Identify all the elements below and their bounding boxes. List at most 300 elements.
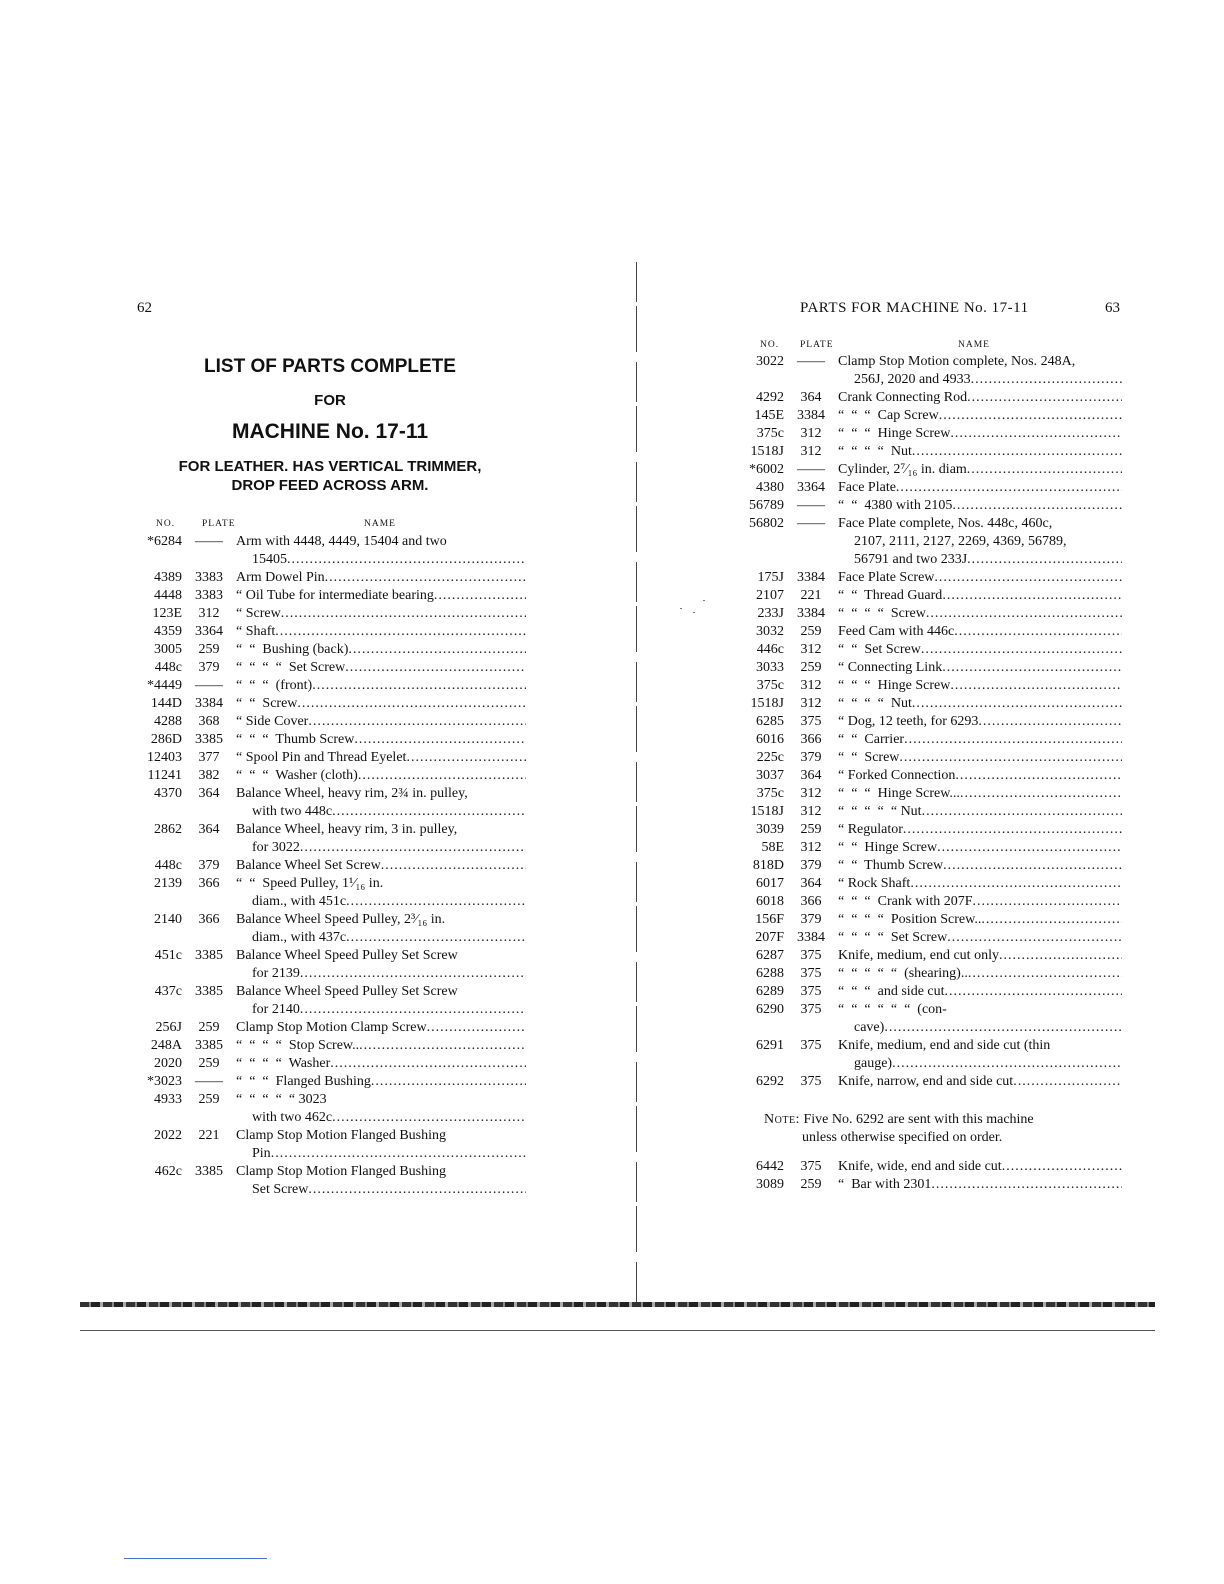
left-page-number: 62 — [137, 300, 152, 316]
note-label: Note: — [764, 1112, 800, 1127]
plate-number: 3384 — [797, 606, 825, 621]
part-number: *4449 — [147, 678, 182, 693]
part-name-line: Balance Wheel, heavy rim, 3 in. pulley, — [236, 822, 458, 837]
part-row — [720, 605, 1122, 623]
part-name-line: “ Oil Tube for intermediate bearing — [236, 588, 434, 603]
left-parts-list — [118, 533, 526, 1199]
dot-leader — [346, 929, 526, 947]
plate-number: 3364 — [195, 624, 223, 639]
part-number: 446c — [756, 642, 784, 657]
part-number: 818D — [752, 858, 784, 873]
left-col-header-name: NAME — [364, 519, 396, 529]
plate-number: 259 — [198, 1020, 220, 1035]
right-col-header-name: NAME — [958, 340, 990, 350]
part-number: 4292 — [756, 390, 784, 405]
part-number: *6002 — [749, 462, 784, 477]
part-number: 451c — [154, 948, 182, 963]
part-name — [838, 695, 1122, 713]
dot-leader — [325, 569, 526, 587]
note-text-1: Five No. 6292 are sent with this machine — [799, 1112, 1034, 1127]
plate-number: 312 — [800, 426, 822, 441]
part-name — [838, 1073, 1122, 1091]
part-row — [720, 839, 1122, 857]
dot-leader — [406, 749, 526, 767]
subtitle-line-2: DROP FEED ACROSS ARM. — [231, 477, 429, 494]
part-row — [720, 641, 1122, 659]
part-name-line: “ Forked Connection — [838, 768, 956, 783]
dot-leader — [312, 677, 526, 695]
part-number: 437c — [154, 984, 182, 999]
part-name-line: Arm with 4448, 4449, 15404 and two — [236, 534, 447, 549]
part-number: 4448 — [154, 588, 182, 603]
part-name-line: “ “ Speed Pulley, 1¹⁄₁₆ in. — [236, 876, 384, 891]
plate-number: 312 — [198, 606, 220, 621]
part-row — [720, 749, 1122, 767]
plate-number: 366 — [198, 876, 220, 891]
part-name-line: “ “ Thumb Screw — [838, 858, 944, 873]
part-name-line: “ “ “ Washer (cloth) — [236, 768, 358, 783]
part-name — [838, 461, 1122, 479]
part-row — [720, 353, 1122, 389]
dot-leader — [999, 947, 1122, 965]
part-name — [838, 497, 1122, 515]
part-name-line: for 2139 — [252, 966, 300, 981]
part-name-line: “ “ “ Thumb Screw — [236, 732, 355, 747]
plate-number: 366 — [800, 894, 822, 909]
plate-number: 221 — [800, 588, 822, 603]
part-name-line: “ Shaft — [236, 624, 276, 639]
part-number: 2139 — [154, 876, 182, 891]
dot-leader — [903, 821, 1122, 839]
plate-number: —— — [797, 516, 825, 531]
part-row — [118, 785, 526, 821]
dot-leader — [308, 1181, 526, 1199]
part-name — [236, 713, 526, 731]
part-number: 2022 — [154, 1128, 182, 1143]
part-name-line: 256J, 2020 and 4933 — [854, 372, 971, 387]
part-name — [838, 677, 1122, 695]
dot-leader — [967, 389, 1122, 407]
part-row — [720, 569, 1122, 587]
dot-leader — [968, 965, 1122, 983]
right-page-number: 63 — [1105, 300, 1120, 316]
dot-leader — [358, 767, 526, 785]
part-name-line: “ “ Hinge Screw — [838, 840, 938, 855]
part-name-line: Balance Wheel Speed Pulley, 2³⁄₁₆ in. — [236, 912, 446, 927]
part-name — [838, 911, 1122, 929]
part-number: 6288 — [756, 966, 784, 981]
part-name-line: cave) — [854, 1020, 885, 1035]
left-col-header-no: NO. — [156, 519, 176, 529]
part-row — [720, 677, 1122, 695]
part-number: 286D — [150, 732, 182, 747]
dot-leader — [922, 803, 1122, 821]
dot-leader — [300, 965, 526, 983]
part-name-line: Set Screw — [252, 1182, 309, 1197]
part-row — [118, 875, 526, 911]
dot-leader — [931, 1176, 1122, 1194]
part-number: 248A — [150, 1038, 182, 1053]
part-row — [720, 1001, 1122, 1037]
part-row — [720, 1037, 1122, 1073]
dot-leader — [287, 551, 526, 569]
part-row — [720, 965, 1122, 983]
part-name — [838, 623, 1122, 641]
plate-number: 3384 — [797, 930, 825, 945]
part-number: 4288 — [154, 714, 182, 729]
plate-number: 3385 — [195, 984, 223, 999]
part-name — [838, 857, 1122, 875]
plate-number: —— — [797, 462, 825, 477]
part-name — [236, 623, 526, 641]
plate-number: 375 — [800, 1002, 822, 1017]
part-row — [720, 695, 1122, 713]
plate-number: 366 — [198, 912, 220, 927]
part-number: 6017 — [756, 876, 784, 891]
part-name — [838, 983, 1122, 1001]
plate-number: 375 — [800, 966, 822, 981]
part-name-line: diam., with 451c — [252, 894, 347, 909]
part-row — [118, 605, 526, 623]
dot-leader — [359, 1037, 526, 1055]
note-block — [764, 1111, 1124, 1147]
part-row — [720, 1073, 1122, 1091]
note-line-1 — [764, 1111, 1124, 1129]
part-row — [720, 515, 1122, 569]
part-name-line: “ “ “ “ Nut — [838, 444, 912, 459]
part-row — [118, 659, 526, 677]
part-number: 448c — [154, 858, 182, 873]
part-name-line: “ Regulator — [838, 822, 903, 837]
machine-title: MACHINE No. 17-11 — [231, 420, 429, 443]
part-name — [236, 1163, 526, 1199]
scan-speck — [680, 608, 682, 609]
part-name-line: “ “ “ “ “ Nut — [838, 804, 922, 819]
part-number: 4370 — [154, 786, 182, 801]
dot-leader — [896, 479, 1122, 497]
plate-number: 312 — [800, 804, 822, 819]
part-name — [236, 731, 526, 749]
dot-leader — [973, 893, 1122, 911]
dot-leader — [947, 929, 1122, 947]
part-row — [118, 1127, 526, 1163]
part-name — [236, 1037, 526, 1055]
part-number: 375c — [756, 426, 784, 441]
part-row — [720, 1158, 1122, 1176]
part-name — [838, 731, 1122, 749]
left-col-header-plate: PLATE — [202, 519, 236, 529]
part-number: *6284 — [147, 534, 182, 549]
dot-leader — [937, 839, 1122, 857]
part-name — [838, 785, 1122, 803]
part-name — [838, 659, 1122, 677]
plate-number: 3385 — [195, 1164, 223, 1179]
part-name — [838, 479, 1122, 497]
plate-number: 312 — [800, 642, 822, 657]
plate-number: 312 — [800, 696, 822, 711]
dot-leader — [945, 983, 1122, 1001]
part-name-line: “ Connecting Link — [838, 660, 943, 675]
part-name — [236, 785, 526, 821]
part-name-line: “ “ Carrier — [838, 732, 905, 747]
part-name-line: Cylinder, 2⁷⁄₁₆ in. diam — [838, 462, 967, 477]
plate-number: 3384 — [797, 408, 825, 423]
part-number: 462c — [154, 1164, 182, 1179]
part-name — [838, 1176, 1122, 1194]
part-number: 207F — [755, 930, 784, 945]
dot-leader — [271, 1145, 526, 1163]
part-row — [118, 1073, 526, 1091]
page-gutter — [636, 262, 637, 1302]
plate-number: 312 — [800, 840, 822, 855]
part-name — [236, 1019, 526, 1037]
part-name-line: Face Plate complete, Nos. 448c, 460c, — [838, 516, 1053, 531]
blue-mark — [124, 1558, 267, 1559]
part-number: 56789 — [749, 498, 784, 513]
plate-number: —— — [797, 354, 825, 369]
plate-number: —— — [195, 678, 223, 693]
part-name-line: “ Rock Shaft — [838, 876, 911, 891]
part-name-line: gauge) — [854, 1056, 893, 1071]
dot-leader — [971, 371, 1122, 389]
plate-number: 364 — [800, 390, 822, 405]
plate-number: 364 — [800, 768, 822, 783]
part-name — [838, 767, 1122, 785]
part-number: 12403 — [147, 750, 182, 765]
dot-leader — [942, 659, 1122, 677]
part-name — [838, 407, 1122, 425]
part-row — [720, 623, 1122, 641]
part-number: 123E — [152, 606, 182, 621]
part-name-line: with two 462c — [252, 1110, 333, 1125]
plate-number: 3385 — [195, 948, 223, 963]
part-name — [838, 947, 1122, 965]
dot-leader — [330, 1055, 526, 1073]
part-row — [118, 677, 526, 695]
part-name — [838, 605, 1122, 623]
dot-leader — [934, 569, 1122, 587]
plate-number: 259 — [800, 624, 822, 639]
scan-line — [80, 1330, 1155, 1331]
part-row — [118, 767, 526, 785]
part-name — [236, 587, 526, 605]
dot-leader — [943, 857, 1122, 875]
part-name-line: “ Screw — [236, 606, 281, 621]
part-number: 175J — [757, 570, 784, 585]
right-parts-list — [720, 353, 1122, 1091]
part-name-line: “ “ “ “ Position Screw.. — [838, 912, 982, 927]
part-name-line: “ “ Thread Guard — [838, 588, 943, 603]
right-col-header-no: NO. — [760, 340, 780, 350]
part-name — [236, 875, 526, 911]
part-name-line: Face Plate — [838, 480, 896, 495]
title-block — [130, 356, 530, 495]
plate-number: 375 — [800, 984, 822, 999]
part-name — [838, 713, 1122, 731]
dot-leader — [950, 677, 1122, 695]
part-row — [118, 695, 526, 713]
plate-number: 375 — [800, 1159, 822, 1174]
part-name — [838, 353, 1122, 389]
part-name-line: with two 448c — [252, 804, 333, 819]
dot-leader — [954, 623, 1122, 641]
scan-speck — [693, 612, 695, 613]
dot-leader — [950, 425, 1122, 443]
plate-number: —— — [195, 534, 223, 549]
dot-leader — [427, 1019, 526, 1037]
part-name — [236, 569, 526, 587]
part-name — [236, 821, 526, 857]
part-name-line: “ “ “ “ Nut — [838, 696, 912, 711]
part-name-line: Knife, medium, end and side cut (thin — [838, 1038, 1051, 1053]
part-name-line: Balance Wheel Speed Pulley Set Screw — [236, 984, 458, 999]
part-name — [838, 515, 1122, 569]
part-name-line: Balance Wheel Set Screw — [236, 858, 381, 873]
part-row — [720, 1176, 1122, 1194]
dot-leader — [1013, 1073, 1122, 1091]
part-name — [236, 641, 526, 659]
dot-leader — [967, 461, 1122, 479]
title-for: FOR — [314, 392, 346, 409]
part-row — [118, 731, 526, 749]
part-name-line: “ “ Bushing (back) — [236, 642, 349, 657]
part-number: 58E — [761, 840, 784, 855]
part-name — [838, 893, 1122, 911]
plate-number: 3385 — [195, 1038, 223, 1053]
part-number: 3005 — [154, 642, 182, 657]
part-number: 156F — [755, 912, 784, 927]
part-number: 6291 — [756, 1038, 784, 1053]
part-name — [236, 1055, 526, 1073]
part-number: 448c — [154, 660, 182, 675]
part-number: 6018 — [756, 894, 784, 909]
part-name — [236, 857, 526, 875]
part-name-line: “ “ 4380 with 2105 — [838, 498, 953, 513]
part-row — [118, 911, 526, 947]
plate-number: 364 — [198, 786, 220, 801]
part-name-line: “ “ “ Hinge Screw... — [838, 786, 960, 801]
part-row — [118, 1037, 526, 1055]
part-row — [720, 803, 1122, 821]
dot-leader — [892, 1055, 1122, 1073]
part-name-line: “ “ “ and side cut — [838, 984, 945, 999]
dot-leader — [348, 641, 526, 659]
plate-number: 259 — [800, 822, 822, 837]
part-number: 375c — [756, 786, 784, 801]
dot-leader — [297, 695, 526, 713]
part-name — [236, 749, 526, 767]
plate-number: 379 — [198, 660, 220, 675]
part-row — [720, 497, 1122, 515]
plate-number: 259 — [198, 1092, 220, 1107]
part-row — [720, 767, 1122, 785]
plate-number: 312 — [800, 444, 822, 459]
part-name-line: “ “ Set Screw — [838, 642, 921, 657]
part-number: 2107 — [756, 588, 784, 603]
part-name-line: for 2140 — [252, 1002, 300, 1017]
part-number: 2020 — [154, 1056, 182, 1071]
dot-leader — [434, 587, 526, 605]
part-name — [236, 659, 526, 677]
part-number: 225c — [756, 750, 784, 765]
dot-leader — [952, 497, 1122, 515]
part-name-line: “ “ “ “ Stop Screw.. — [236, 1038, 360, 1053]
plate-number: 259 — [198, 1056, 220, 1071]
part-name-line: “ “ “ “ Set Screw — [236, 660, 346, 675]
part-number: 145E — [754, 408, 784, 423]
part-name-line: Balance Wheel, heavy rim, 2¾ in. pulley, — [236, 786, 468, 801]
part-name — [236, 983, 526, 1019]
part-name — [236, 1127, 526, 1163]
part-number: 1518J — [750, 804, 784, 819]
part-name — [236, 677, 526, 695]
dot-leader — [910, 875, 1122, 893]
plate-number: —— — [195, 1074, 223, 1089]
part-name-line: “ “ “ “ “ (shearing).. — [838, 966, 968, 981]
part-name — [838, 389, 1122, 407]
part-name — [838, 965, 1122, 983]
part-number: 233J — [757, 606, 784, 621]
part-name — [838, 569, 1122, 587]
plate-number: 312 — [800, 786, 822, 801]
plate-number: 377 — [198, 750, 220, 765]
plate-number: 379 — [800, 912, 822, 927]
part-name — [838, 443, 1122, 461]
part-row — [720, 821, 1122, 839]
part-name-line: Pin — [252, 1146, 271, 1161]
dot-leader — [1002, 1158, 1122, 1176]
plate-number: 375 — [800, 1074, 822, 1089]
part-name-line: “ Side Cover — [236, 714, 309, 729]
plate-number: 382 — [198, 768, 220, 783]
dot-leader — [332, 1109, 526, 1127]
part-row — [720, 713, 1122, 731]
plate-number: 3383 — [195, 588, 223, 603]
part-number: 4389 — [154, 570, 182, 585]
part-number: 1518J — [750, 444, 784, 459]
part-name — [236, 533, 526, 569]
part-number: 6289 — [756, 984, 784, 999]
part-number: 4380 — [756, 480, 784, 495]
plate-number: 364 — [800, 876, 822, 891]
part-name-line: “ “ “ “ Screw — [838, 606, 926, 621]
part-row — [118, 533, 526, 569]
dot-leader — [942, 587, 1122, 605]
part-name-line: 2107, 2111, 2127, 2269, 4369, 56789, — [854, 534, 1067, 549]
part-row — [118, 713, 526, 731]
dot-leader — [300, 839, 526, 857]
part-name-line: diam., with 437c — [252, 930, 347, 945]
note-text-2: unless otherwise specified on order. — [802, 1130, 1003, 1145]
part-row — [720, 407, 1122, 425]
plate-number: 3385 — [195, 732, 223, 747]
part-number: 3022 — [756, 354, 784, 369]
scan-band — [80, 1302, 1155, 1307]
part-row — [118, 947, 526, 983]
dot-leader — [921, 641, 1122, 659]
part-name — [838, 1158, 1122, 1176]
part-name-line: Face Plate Screw — [838, 570, 935, 585]
dot-leader — [346, 893, 526, 911]
part-name — [236, 605, 526, 623]
part-number: 2862 — [154, 822, 182, 837]
part-row — [720, 857, 1122, 875]
part-row — [118, 857, 526, 875]
plate-number: 375 — [800, 948, 822, 963]
part-number: 1518J — [750, 696, 784, 711]
dot-leader — [912, 443, 1122, 461]
part-row — [720, 479, 1122, 497]
